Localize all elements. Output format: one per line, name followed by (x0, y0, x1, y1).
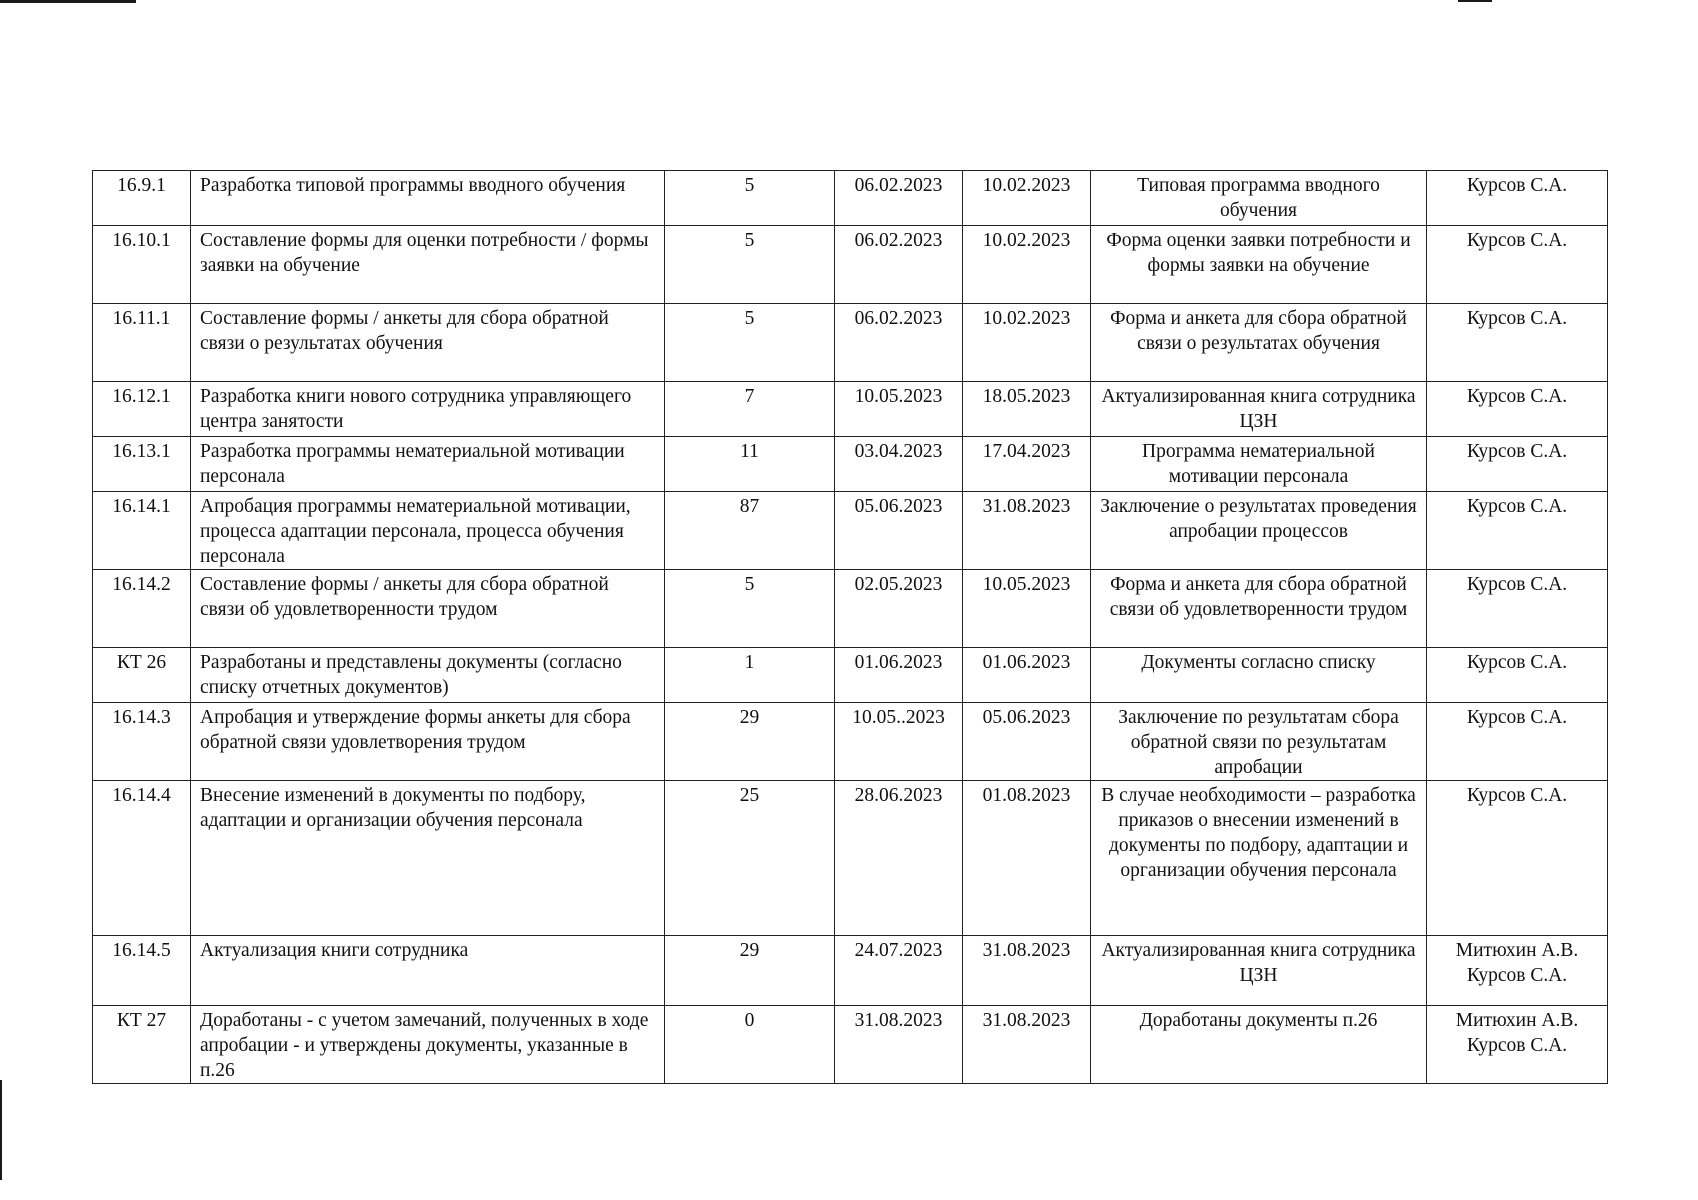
task-description: Доработаны - с учетом замечаний, полученных в ходе апробации - и утверждены документы, указанные в п.26 (191, 1006, 665, 1084)
item-number: 16.14.3 (93, 703, 191, 781)
table-row (93, 382, 1608, 437)
end-date: 10.02.2023 (963, 304, 1091, 382)
start-date: 06.02.2023 (835, 304, 963, 382)
table-row (93, 781, 1608, 936)
expected-result: Форма оценки заявки потребности и формы заявки на обучение (1091, 226, 1427, 304)
expected-result: Доработаны документы п.26 (1091, 1006, 1427, 1084)
start-date: 06.02.2023 (835, 171, 963, 226)
task-description: Составление формы / анкеты для сбора обратной связи об удовлетворенности трудом (191, 570, 665, 648)
expected-result: Заключение по результатам сбора обратной связи по результатам апробации (1091, 703, 1427, 781)
scan-edge-mark (0, 1080, 2, 1180)
start-date: 31.08.2023 (835, 1006, 963, 1084)
start-date: 05.06.2023 (835, 492, 963, 570)
responsible-person: Курсов С.А. (1427, 570, 1608, 648)
start-date: 24.07.2023 (835, 936, 963, 1006)
table-row (93, 570, 1608, 648)
start-date: 10.05..2023 (835, 703, 963, 781)
start-date: 01.06.2023 (835, 648, 963, 703)
responsible-person: Курсов С.А. (1427, 437, 1608, 492)
task-description: Апробация программы нематериальной мотивации, процесса адаптации персонала, процесса обучения персонала (191, 492, 665, 570)
responsible-person: Митюхин А.В. Курсов С.А. (1427, 1006, 1608, 1084)
end-date: 31.08.2023 (963, 492, 1091, 570)
duration-days: 7 (665, 382, 835, 437)
duration-days: 1 (665, 648, 835, 703)
duration-days: 5 (665, 570, 835, 648)
scan-edge-mark (0, 0, 136, 3)
task-description: Разработка программы нематериальной мотивации персонала (191, 437, 665, 492)
duration-days: 87 (665, 492, 835, 570)
item-number: 16.14.5 (93, 936, 191, 1006)
task-description: Разработаны и представлены документы (согласно списку отчетных документов) (191, 648, 665, 703)
start-date: 03.04.2023 (835, 437, 963, 492)
duration-days: 11 (665, 437, 835, 492)
table-row (93, 304, 1608, 382)
end-date: 05.06.2023 (963, 703, 1091, 781)
responsible-person: Курсов С.А. (1427, 703, 1608, 781)
duration-days: 29 (665, 703, 835, 781)
responsible-person: Курсов С.А. (1427, 226, 1608, 304)
task-description: Разработка типовой программы вводного обучения (191, 171, 665, 226)
table-row (93, 437, 1608, 492)
item-number: 16.14.2 (93, 570, 191, 648)
table-row (93, 492, 1608, 570)
end-date: 31.08.2023 (963, 936, 1091, 1006)
end-date: 31.08.2023 (963, 1006, 1091, 1084)
responsible-person: Курсов С.А. (1427, 304, 1608, 382)
scan-edge-mark (1458, 0, 1492, 2)
responsible-person: Курсов С.А. (1427, 382, 1608, 437)
end-date: 18.05.2023 (963, 382, 1091, 437)
end-date: 01.08.2023 (963, 781, 1091, 936)
item-number: 16.14.1 (93, 492, 191, 570)
item-number: КТ 26 (93, 648, 191, 703)
task-description: Внесение изменений в документы по подбору, адаптации и организации обучения персонала (191, 781, 665, 936)
item-number: 16.12.1 (93, 382, 191, 437)
task-description: Апробация и утверждение формы анкеты для сбора обратной связи удовлетворения трудом (191, 703, 665, 781)
table-row (93, 171, 1608, 226)
expected-result: Заключение о результатах проведения апробации процессов (1091, 492, 1427, 570)
task-description: Разработка книги нового сотрудника управляющего центра занятости (191, 382, 665, 437)
end-date: 10.02.2023 (963, 171, 1091, 226)
item-number: 16.10.1 (93, 226, 191, 304)
task-description: Составление формы для оценки потребности / формы заявки на обучение (191, 226, 665, 304)
start-date: 02.05.2023 (835, 570, 963, 648)
end-date: 10.02.2023 (963, 226, 1091, 304)
item-number: 16.14.4 (93, 781, 191, 936)
item-number: 16.13.1 (93, 437, 191, 492)
expected-result: Документы согласно списку (1091, 648, 1427, 703)
responsible-person: Курсов С.А. (1427, 492, 1608, 570)
start-date: 06.02.2023 (835, 226, 963, 304)
schedule-table-body (93, 171, 1608, 1084)
table-row (93, 648, 1608, 703)
item-number: 16.11.1 (93, 304, 191, 382)
duration-days: 5 (665, 304, 835, 382)
expected-result: В случае необходимости – разработка приказов о внесении изменений в документы по подбору, адаптации и организации обучения персонала (1091, 781, 1427, 936)
end-date: 01.06.2023 (963, 648, 1091, 703)
item-number: КТ 27 (93, 1006, 191, 1084)
task-description: Актуализация книги сотрудника (191, 936, 665, 1006)
expected-result: Программа нематериальной мотивации персонала (1091, 437, 1427, 492)
duration-days: 0 (665, 1006, 835, 1084)
end-date: 17.04.2023 (963, 437, 1091, 492)
schedule-table (92, 170, 1608, 1084)
table-row (93, 703, 1608, 781)
end-date: 10.05.2023 (963, 570, 1091, 648)
expected-result: Форма и анкета для сбора обратной связи об удовлетворенности трудом (1091, 570, 1427, 648)
start-date: 28.06.2023 (835, 781, 963, 936)
table-row (93, 1006, 1608, 1084)
table-row (93, 936, 1608, 1006)
duration-days: 25 (665, 781, 835, 936)
responsible-person: Курсов С.А. (1427, 171, 1608, 226)
expected-result: Актуализированная книга сотрудника ЦЗН (1091, 936, 1427, 1006)
responsible-person: Курсов С.А. (1427, 648, 1608, 703)
duration-days: 5 (665, 171, 835, 226)
expected-result: Актуализированная книга сотрудника ЦЗН (1091, 382, 1427, 437)
expected-result: Форма и анкета для сбора обратной связи о результатах обучения (1091, 304, 1427, 382)
responsible-person: Курсов С.А. (1427, 781, 1608, 936)
expected-result: Типовая программа вводного обучения (1091, 171, 1427, 226)
start-date: 10.05.2023 (835, 382, 963, 437)
item-number: 16.9.1 (93, 171, 191, 226)
table-row (93, 226, 1608, 304)
responsible-person: Митюхин А.В. Курсов С.А. (1427, 936, 1608, 1006)
duration-days: 5 (665, 226, 835, 304)
task-description: Составление формы / анкеты для сбора обратной связи о результатах обучения (191, 304, 665, 382)
duration-days: 29 (665, 936, 835, 1006)
